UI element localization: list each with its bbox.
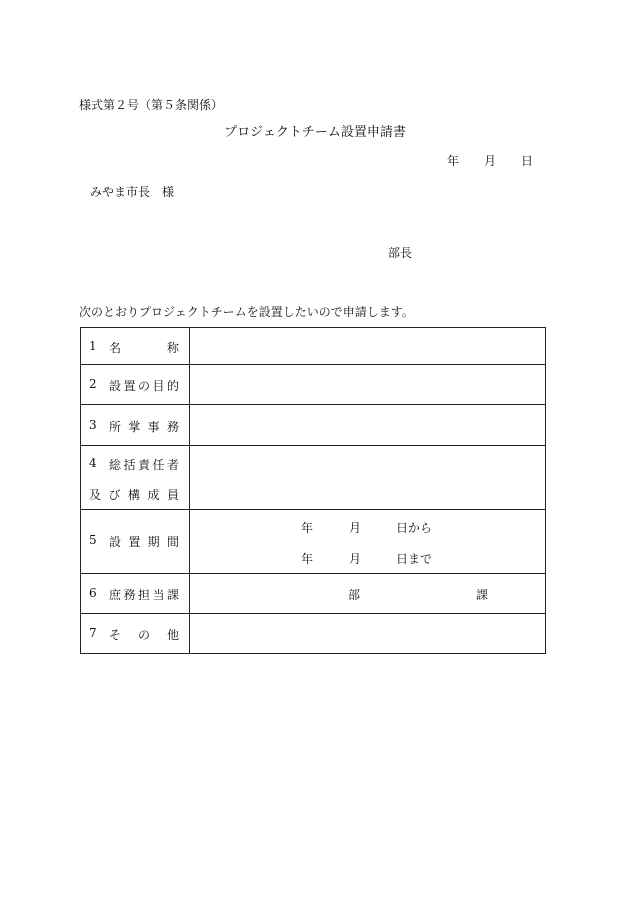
- label-char: 間: [166, 535, 179, 549]
- row-number: 3: [89, 418, 97, 432]
- label-char: 設: [109, 535, 122, 549]
- period-value-cell[interactable]: [190, 510, 546, 574]
- label-char: 務: [123, 588, 136, 602]
- table-row: [81, 574, 546, 614]
- label-char: 所: [109, 420, 122, 434]
- row-label-period: [81, 510, 190, 574]
- label-char: 総: [109, 458, 122, 472]
- label-char: 課: [166, 588, 179, 602]
- addressee: みやま市長 様: [90, 185, 175, 199]
- form-code: 様式第２号（第５条関係）: [79, 98, 224, 112]
- label-char: 及: [89, 488, 102, 502]
- label-char: 成: [147, 488, 160, 502]
- table-row: [81, 446, 546, 510]
- label-char: 置: [128, 535, 141, 549]
- row-label-name: [81, 328, 190, 365]
- department-label: 部: [348, 588, 361, 602]
- label-char: 的: [166, 379, 179, 393]
- application-table: [80, 327, 546, 654]
- period-end-month: 月: [349, 552, 362, 566]
- date-month-label: 月: [484, 154, 497, 168]
- label-char: 任: [152, 458, 165, 472]
- label-char: 庶: [109, 588, 122, 602]
- date-day-label: 日: [521, 154, 534, 168]
- period-start-year: 年: [301, 521, 314, 535]
- members-value-cell[interactable]: [190, 446, 546, 510]
- row-label-text: [109, 533, 179, 550]
- row-number: 6: [89, 586, 97, 600]
- section-label: 課: [476, 588, 489, 602]
- row-number: 4: [89, 456, 97, 470]
- table-row: [81, 405, 546, 446]
- label-char: 務: [166, 420, 179, 434]
- row-label-text: [109, 339, 179, 356]
- label-char: 名: [109, 341, 122, 355]
- period-end-suffix: 日まで: [396, 552, 433, 566]
- document-title: プロジェクトチーム設置申請書: [224, 125, 406, 140]
- row-label-purpose: [81, 365, 190, 405]
- label-char: 設: [109, 379, 122, 393]
- label-char: 括: [123, 458, 136, 472]
- intro-text: 次のとおりプロジェクトチームを設置したいので申請します。: [79, 305, 414, 319]
- row-number: 5: [89, 533, 97, 547]
- label-char: び: [108, 488, 121, 502]
- label-char: 担: [137, 588, 150, 602]
- label-char: 当: [152, 588, 165, 602]
- label-char: の: [137, 379, 150, 393]
- row-number: 7: [89, 626, 97, 640]
- row-label-text: [109, 377, 179, 394]
- table-row: [81, 365, 546, 405]
- admin-section-value-cell[interactable]: [190, 574, 546, 614]
- row-label-text: [109, 586, 179, 603]
- label-char: 責: [137, 458, 150, 472]
- label-char: 員: [166, 488, 179, 502]
- duties-value-cell[interactable]: [190, 405, 546, 446]
- label-char: 目: [152, 379, 165, 393]
- label-char: 称: [166, 341, 179, 355]
- label-char: 構: [127, 488, 140, 502]
- label-char: 事: [147, 420, 160, 434]
- row-number: 1: [89, 339, 97, 353]
- row-label-admin-section: [81, 574, 190, 614]
- table-row: [81, 614, 546, 654]
- table-row: [81, 328, 546, 365]
- purpose-value-cell[interactable]: [190, 365, 546, 405]
- label-char: の: [137, 628, 150, 642]
- label-char: 他: [166, 628, 179, 642]
- row-label-text: [109, 626, 179, 643]
- period-start-month: 月: [349, 521, 362, 535]
- row-label-other: [81, 614, 190, 654]
- row-label-duties: [81, 405, 190, 446]
- date-line: [447, 152, 533, 169]
- label-char: 掌: [128, 420, 141, 434]
- period-end-year: 年: [301, 552, 314, 566]
- row-label-text: [109, 456, 179, 473]
- row-label-text-line2: [89, 486, 179, 503]
- period-start-suffix: 日から: [396, 521, 433, 535]
- row-number: 2: [89, 377, 97, 391]
- label-char: 期: [147, 535, 160, 549]
- row-label-members: [81, 446, 190, 510]
- label-char: 置: [123, 379, 136, 393]
- sender-title: 部長: [388, 246, 413, 260]
- row-label-text: [109, 418, 179, 435]
- name-value-cell[interactable]: [190, 328, 546, 365]
- other-value-cell[interactable]: [190, 614, 546, 654]
- date-year-label: 年: [447, 154, 460, 168]
- label-char: 者: [166, 458, 179, 472]
- table-row: [81, 510, 546, 574]
- label-char: そ: [109, 628, 122, 642]
